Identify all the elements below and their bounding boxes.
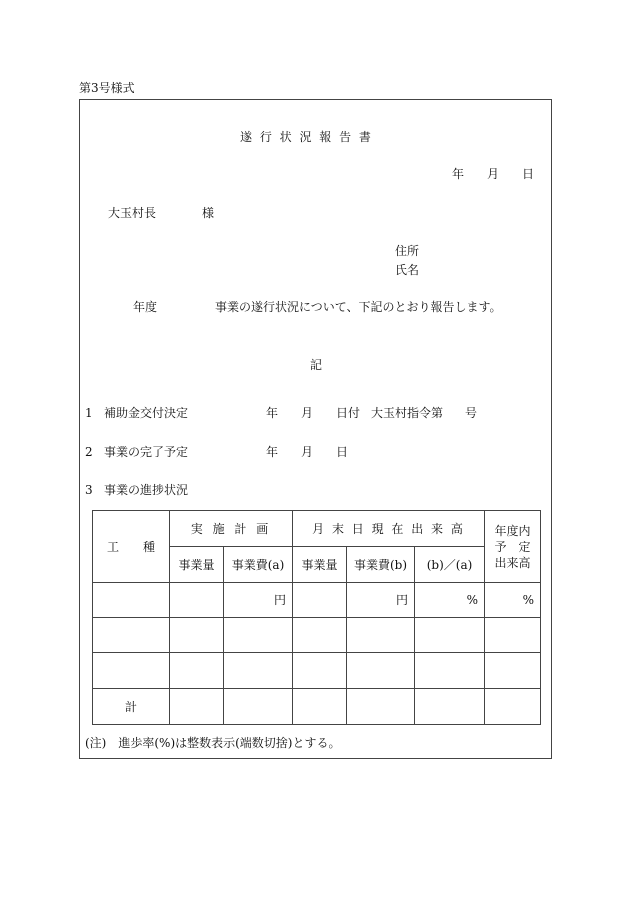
sender-name-label: 氏名	[395, 263, 420, 277]
subheader-plan-cost: 事業費(a)	[224, 547, 293, 583]
item-1-ref: 大玉村指令第	[371, 406, 444, 420]
addressee-honorific: 様	[202, 206, 215, 220]
ki-heading: 記	[310, 358, 323, 372]
item-2-day: 日	[336, 445, 349, 459]
cell-plan-quantity[interactable]	[170, 618, 224, 653]
addressee-name: 大玉村長	[108, 206, 157, 220]
progress-table	[92, 510, 541, 725]
footnote: (注) 進歩率(%)は整数表示(端数切捨)とする。	[85, 736, 341, 750]
cell-ratio-percent[interactable]: %	[415, 583, 485, 618]
cell-total-fy[interactable]	[485, 689, 541, 725]
subheader-actual-quantity: 事業量	[293, 547, 347, 583]
item-1-day-suffix: 日付	[336, 406, 361, 420]
cell-actual-quantity[interactable]	[293, 653, 347, 689]
table-row	[93, 618, 541, 653]
cell-total-plan-quantity[interactable]	[170, 689, 224, 725]
date-month-label: 月	[487, 167, 500, 181]
subheader-plan-quantity: 事業量	[170, 547, 224, 583]
cell-plan-quantity[interactable]	[170, 583, 224, 618]
date-year-label: 年	[452, 167, 465, 181]
item-1-month: 月	[301, 406, 314, 420]
item-1-label: 補助金交付決定	[104, 406, 189, 420]
item-2-year: 年	[266, 445, 279, 459]
cell-plan-quantity[interactable]	[170, 653, 224, 689]
cell-kind[interactable]	[93, 583, 170, 618]
cell-fy[interactable]	[485, 618, 541, 653]
cell-kind[interactable]	[93, 618, 170, 653]
cell-total-ratio[interactable]	[415, 689, 485, 725]
header-fy-line-2: 予 定	[494, 539, 531, 554]
table-row	[93, 583, 541, 618]
sender-address-label: 住所	[395, 244, 420, 258]
cell-fy[interactable]	[485, 653, 541, 689]
cell-actual-cost[interactable]	[347, 653, 415, 689]
header-plan: 実 施 計 画	[170, 511, 293, 547]
header-actual: 月 末 日 現 在 出 来 高	[293, 511, 485, 547]
intro-body: 事業の遂行状況について、下記のとおり報告します。	[215, 300, 502, 314]
item-1-number: 1	[85, 406, 93, 420]
cell-actual-cost[interactable]	[347, 618, 415, 653]
form-number: 第3号様式	[79, 81, 135, 95]
item-3-label: 事業の進捗状況	[104, 483, 189, 497]
item-2-number: 2	[85, 445, 93, 459]
item-2-month: 月	[301, 445, 314, 459]
header-fy-line-1: 年度内	[494, 523, 531, 538]
cell-total-actual-cost[interactable]	[347, 689, 415, 725]
date-day-label: 日	[522, 167, 535, 181]
item-1-year: 年	[266, 406, 279, 420]
document-title: 遂 行 状 況 報 告 書	[240, 130, 373, 144]
header-fy-line-3: 出来高	[494, 555, 531, 570]
cell-fy-percent[interactable]: %	[485, 583, 541, 618]
cell-actual-cost-yen[interactable]: 円	[347, 583, 415, 618]
cell-plan-cost[interactable]	[224, 653, 293, 689]
cell-kind[interactable]	[93, 653, 170, 689]
cell-total-actual-quantity[interactable]	[293, 689, 347, 725]
header-kind: 工 種	[93, 511, 170, 583]
header-fy-planned	[485, 511, 541, 583]
cell-actual-quantity[interactable]	[293, 618, 347, 653]
cell-total-plan-cost[interactable]	[224, 689, 293, 725]
intro-fiscal-year: 年度	[133, 300, 158, 314]
cell-ratio[interactable]	[415, 653, 485, 689]
cell-ratio[interactable]	[415, 618, 485, 653]
total-label: 計	[93, 689, 170, 725]
subheader-ratio: (b)／(a)	[415, 547, 485, 583]
cell-plan-cost-yen[interactable]: 円	[224, 583, 293, 618]
table-total-row	[93, 689, 541, 725]
table-row	[93, 653, 541, 689]
subheader-actual-cost: 事業費(b)	[347, 547, 415, 583]
cell-plan-cost[interactable]	[224, 618, 293, 653]
item-2-label: 事業の完了予定	[104, 445, 189, 459]
item-1-go: 号	[465, 406, 478, 420]
cell-actual-quantity[interactable]	[293, 583, 347, 618]
item-3-number: 3	[85, 483, 93, 497]
